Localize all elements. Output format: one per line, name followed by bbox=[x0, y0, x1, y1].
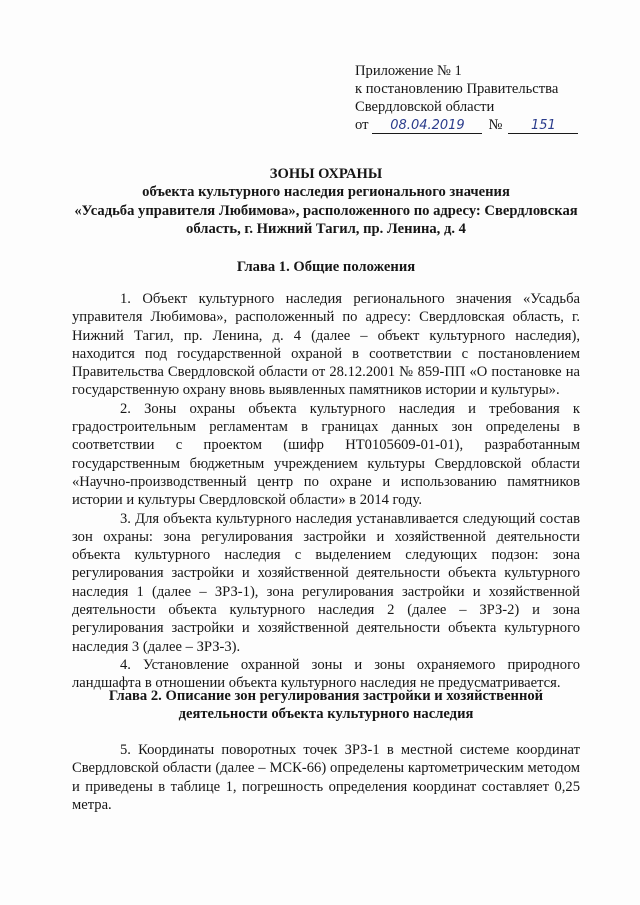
appendix-line-3: Свердловской области bbox=[355, 99, 495, 115]
from-label: от bbox=[355, 117, 369, 133]
paragraph-3: 3. Для объекта культурного наследия устанавливается следующий состав зон охраны: зона регулирования застройки и хозяйственной деятельности объекта культурного наследия с выделением следующих подзон: зона регулирования застройки и хозяйственной деятельности объекта культурного наследия 1 (далее – ЗРЗ-1), зона регулирования застройки и хозяйственной деятельности объекта культурного наследия 2 (далее – ЗРЗ-2) и зона регулирования застройки и хозяйственной деятельности объекта культурного наследия 3 (далее – ЗРЗ-3). bbox=[72, 510, 580, 655]
chapter-1-heading: Глава 1. Общие положения bbox=[236, 259, 416, 275]
handwritten-number: 151 bbox=[508, 118, 578, 134]
title-line-3: «Усадьба управителя Любимова», расположенного по адресу: Свердловская область, г. Нижний Тагил, пр. Ленина, д. 4 bbox=[74, 202, 578, 237]
appendix-line-1: Приложение № 1 bbox=[355, 63, 462, 79]
paragraph-1: 1. Объект культурного наследия регионального значения «Усадьба управителя Любимова», расположенный по адресу: Свердловская область, г. Нижний Тагил, пр. Ленина, д. 4 (далее – объект культурного наследия), находится под государственной охраной в соответствии с постановлением Правительства Свердловской области от 28.12.2001 № 859-ПП «О постановке на государственную охрану вновь выявленных памятников истории и культуры». bbox=[72, 291, 580, 399]
title-line-2: объекта культурного наследия регионального значения bbox=[142, 184, 510, 201]
appendix-note bbox=[355, 62, 615, 134]
appendix-line-2: к постановлению Правительства bbox=[355, 81, 559, 97]
paragraph-4: 4. Установление охранной зоны и зоны охраняемого природного ландшафта в отношении объекта культурного наследия не предусматривается. bbox=[72, 656, 580, 692]
chapter-2-heading: Глава 2. Описание зон регулирования застройки и хозяйственной деятельности объекта культурного наследия bbox=[108, 688, 544, 723]
handwritten-date: 08.04.2019 bbox=[372, 118, 482, 134]
appendix-date-number-row bbox=[355, 116, 615, 134]
chapter-2-body bbox=[72, 741, 580, 814]
chapter-1-body bbox=[72, 290, 580, 693]
title-line-1: ЗОНЫ ОХРАНЫ bbox=[269, 166, 383, 182]
paragraph-2: 2. Зоны охраны объекта культурного наследия и требования к градостроительным регламентам в границах данных зон определены в соответствии с проектом (шифр НТ0105609-01-01), разработанным государственным бюджетным учреждением культуры Свердловской области «Научно-производственный центр по охране и использованию памятников истории и культуры Свердловской области» в 2014 году. bbox=[72, 400, 580, 509]
paragraph-5: 5. Координаты поворотных точек ЗРЗ-1 в местной системе координат Свердловской области (далее – МСК-66) определены картометрическим методом и приведены в таблице 1, погрешность определения координат составляет 0,25 метра. bbox=[72, 742, 580, 813]
number-label: № bbox=[488, 117, 503, 133]
document-title bbox=[72, 165, 580, 238]
